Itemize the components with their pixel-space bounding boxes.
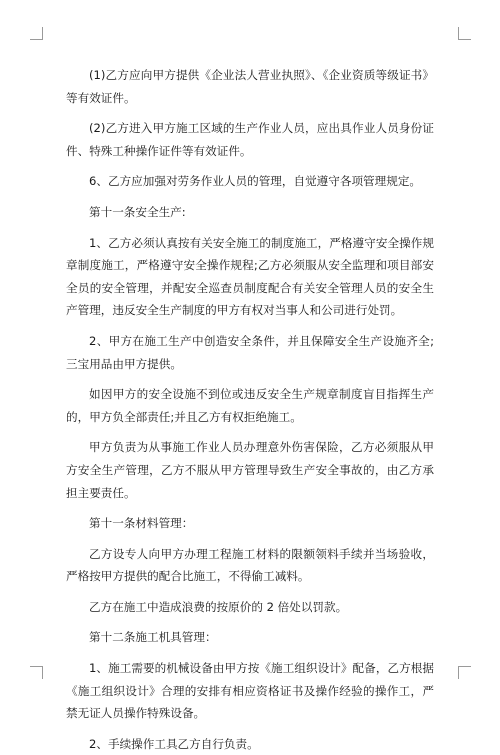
paragraph-equipment-allocation: 1、施工需要的机械设备由甲方按《施工组织设计》配备，乙方根据《施工组织设计》合理的安排有相应资格证书及操作经验的操作工，严禁无证人员操作特殊设备。 xyxy=(66,661,434,721)
document-body xyxy=(66,64,434,755)
heading-equipment-management: 第十二条施工机具管理： xyxy=(89,630,217,645)
crop-mark-bottom-right xyxy=(458,666,471,679)
paragraph-certificates: (1)乙方应向甲方提供《企业法人营业执照》、《企业资质等级证书》等有效证件。 xyxy=(66,68,434,105)
paragraph-labor-management: 6、乙方应加强对劳务作业人员的管理，自觉遵守各项管理规定。 xyxy=(89,174,422,189)
paragraph-insurance: 甲方负责为从事施工作业人员办理意外伤害保险，乙方必须服从甲方安全生产管理，乙方不服从甲方管理导致生产安全事故的，由乙方承担主要责任。 xyxy=(66,440,434,500)
heading-material-management: 第十一条材料管理： xyxy=(89,516,194,531)
heading-safety-production: 第十一条安全生产: xyxy=(89,204,186,219)
crop-mark-top-left xyxy=(30,27,43,40)
paragraph-safety-conditions: 2、甲方在施工生产中创造安全条件，并且保障安全生产设施齐全;三宝用品由甲方提供。 xyxy=(66,333,434,371)
paragraph-material-requisition: 乙方设专人向甲方办理工程施工材料的限额领料手续并当场验收，严格按甲方提供的配合比施工，不得偷工减料。 xyxy=(66,546,434,584)
paragraph-waste-penalty: 乙方在施工中造成浪费的按原价的 2 倍处以罚款。 xyxy=(89,599,348,614)
crop-mark-bottom-left xyxy=(30,666,43,679)
paragraph-liability: 如因甲方的安全设施不到位或违反安全生产规章制度盲目指挥生产的，甲方负全部责任;并且乙方有权拒绝施工。 xyxy=(66,387,434,424)
paragraph-personnel-ids: (2)乙方进入甲方施工区域的生产作业人员，应出具作业人员身份证件、特殊工种操作证件等有效证件。 xyxy=(66,121,434,158)
paragraph-safety-rules: 1、乙方必须认真按有关安全施工的制度施工，严格遵守安全操作规章制度施工，严格遵守安全操作规程;乙方必须服从安全监理和项目部安全员的安全管理，并配安全巡查员制度配合有关安全管理人员的安全生产管理，违反安全生产制度的甲方有权对当事人和公司进行处罚。 xyxy=(66,235,434,318)
paragraph-hand-tools: 2、手续操作工具乙方自行负责。 xyxy=(89,736,259,751)
crop-mark-top-right xyxy=(458,27,471,40)
